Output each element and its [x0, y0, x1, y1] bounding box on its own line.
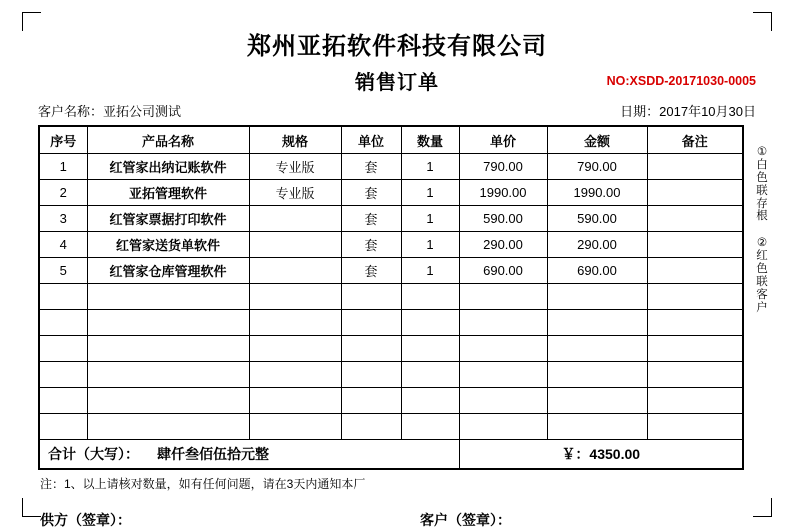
total-label-cell: [39, 440, 459, 470]
cell-unit: [341, 336, 401, 362]
cell-qty: 1: [401, 232, 459, 258]
cell-qty: 1: [401, 258, 459, 284]
cell-index: 5: [39, 258, 87, 284]
cell-remark: [647, 232, 743, 258]
cell-remark: [647, 154, 743, 180]
total-label: 合计（大写）：: [48, 446, 139, 462]
cell-unit: [341, 310, 401, 336]
cell-qty: 1: [401, 206, 459, 232]
table-row: [39, 154, 743, 180]
cell-amount: [547, 388, 647, 414]
company-title: 郑州亚拓软件科技有限公司: [247, 33, 547, 60]
cell-price: [459, 336, 547, 362]
cell-remark: [647, 388, 743, 414]
cell-amount: 290.00: [547, 232, 647, 258]
cell-remark: [647, 180, 743, 206]
cell-price: [459, 414, 547, 440]
column-header-index: 序号: [39, 126, 87, 154]
copy-labels: [748, 146, 776, 329]
cell-remark: [647, 414, 743, 440]
cell-index: [39, 336, 87, 362]
cell-product: 红管家送货单软件: [87, 232, 249, 258]
table-row: [39, 362, 743, 388]
cell-unit: 套: [341, 232, 401, 258]
cell-unit: 套: [341, 206, 401, 232]
cell-amount: [547, 362, 647, 388]
cell-product: [87, 284, 249, 310]
cell-amount: [547, 284, 647, 310]
customer-name-field: 客户名称：亚拓公司测试: [38, 104, 182, 119]
copy-text-1: 白: [756, 158, 768, 171]
cell-spec: [249, 362, 341, 388]
cell-spec: [249, 206, 341, 232]
cell-spec: [249, 232, 341, 258]
table-row: [39, 310, 743, 336]
copy-text-2: 红: [756, 250, 768, 263]
table-row: [39, 336, 743, 362]
column-header-amount: 金额: [547, 126, 647, 154]
cell-remark: [647, 284, 743, 310]
customer-signature-label: 客户（签章）：: [420, 512, 511, 528]
cell-qty: [401, 284, 459, 310]
cell-product: [87, 414, 249, 440]
cell-qty: [401, 310, 459, 336]
cell-price: [459, 284, 547, 310]
cell-price: 290.00: [459, 232, 547, 258]
cell-unit: [341, 414, 401, 440]
cell-qty: [401, 388, 459, 414]
column-header-product: 产品名称: [87, 126, 249, 154]
cell-amount: [547, 310, 647, 336]
cell-product: 红管家仓库管理软件: [87, 258, 249, 284]
cell-unit: [341, 362, 401, 388]
copy-label-white: ① 白 色 联 存 根: [748, 146, 776, 223]
cell-qty: [401, 414, 459, 440]
table-row: [39, 232, 743, 258]
cell-index: [39, 388, 87, 414]
cell-unit: [341, 284, 401, 310]
table-row: [39, 388, 743, 414]
column-header-unit: 单位: [341, 126, 401, 154]
items-table: [38, 125, 744, 470]
cell-product: 亚拓管理软件: [87, 180, 249, 206]
cell-product: [87, 388, 249, 414]
total-words: 肆仟叁佰伍拾元整: [157, 446, 269, 462]
cell-price: 690.00: [459, 258, 547, 284]
cell-remark: [647, 362, 743, 388]
cell-index: 1: [39, 154, 87, 180]
table-row: [39, 180, 743, 206]
cell-amount: [547, 414, 647, 440]
cell-qty: 1: [401, 154, 459, 180]
cell-price: [459, 388, 547, 414]
cell-amount: 690.00: [547, 258, 647, 284]
order-date-field: 日期：2017年10月30日: [620, 104, 756, 119]
total-amount: ￥：4350.00: [459, 440, 743, 470]
cell-index: 4: [39, 232, 87, 258]
cell-index: 2: [39, 180, 87, 206]
column-header-price: 单价: [459, 126, 547, 154]
cell-remark: [647, 310, 743, 336]
table-header-row: [39, 126, 743, 154]
cell-spec: 专业版: [249, 154, 341, 180]
cell-amount: 590.00: [547, 206, 647, 232]
cell-price: [459, 310, 547, 336]
cell-qty: 1: [401, 180, 459, 206]
cell-amount: 790.00: [547, 154, 647, 180]
cell-amount: 1990.00: [547, 180, 647, 206]
cell-index: [39, 310, 87, 336]
cell-unit: 套: [341, 154, 401, 180]
cell-spec: [249, 388, 341, 414]
column-header-remark: 备注: [647, 126, 743, 154]
supplier-signature-label: 供方（签章）：: [40, 512, 131, 528]
cell-index: [39, 414, 87, 440]
cell-spec: 专业版: [249, 180, 341, 206]
cell-amount: [547, 336, 647, 362]
cell-price: 590.00: [459, 206, 547, 232]
cell-product: [87, 362, 249, 388]
cell-remark: [647, 206, 743, 232]
cell-product: [87, 336, 249, 362]
cell-spec: [249, 414, 341, 440]
cell-unit: [341, 388, 401, 414]
column-header-spec: 规格: [249, 126, 341, 154]
cell-qty: [401, 362, 459, 388]
cell-qty: [401, 336, 459, 362]
cell-price: 1990.00: [459, 180, 547, 206]
note-text: 注：1、以上请核对数量，如有任何问题，请在3天内通知本厂: [40, 477, 366, 491]
table-row: [39, 258, 743, 284]
cell-spec: [249, 258, 341, 284]
cell-remark: [647, 336, 743, 362]
cell-spec: [249, 310, 341, 336]
cell-product: [87, 310, 249, 336]
page-title: 销售订单: [355, 72, 439, 94]
copy-marker-1: ①: [756, 146, 768, 158]
invoice-body: [30, 26, 764, 532]
table-row: [39, 284, 743, 310]
cell-product: 红管家票据打印软件: [87, 206, 249, 232]
cell-remark: [647, 258, 743, 284]
cell-index: [39, 362, 87, 388]
cell-index: [39, 284, 87, 310]
column-header-qty: 数量: [401, 126, 459, 154]
cell-price: 790.00: [459, 154, 547, 180]
cell-index: 3: [39, 206, 87, 232]
total-row: [39, 440, 743, 470]
cell-unit: 套: [341, 258, 401, 284]
meta-row: [30, 101, 764, 121]
order-number: NO:XSDD-20171030-0005: [606, 74, 756, 88]
cell-product: 红管家出纳记账软件: [87, 154, 249, 180]
copy-label-red: ② 红 色 联 客 户: [748, 237, 776, 314]
cell-price: [459, 362, 547, 388]
cell-spec: [249, 284, 341, 310]
copy-marker-2: ②: [756, 237, 768, 250]
table-row: [39, 206, 743, 232]
cell-spec: [249, 336, 341, 362]
cell-unit: 套: [341, 180, 401, 206]
table-row: [39, 414, 743, 440]
